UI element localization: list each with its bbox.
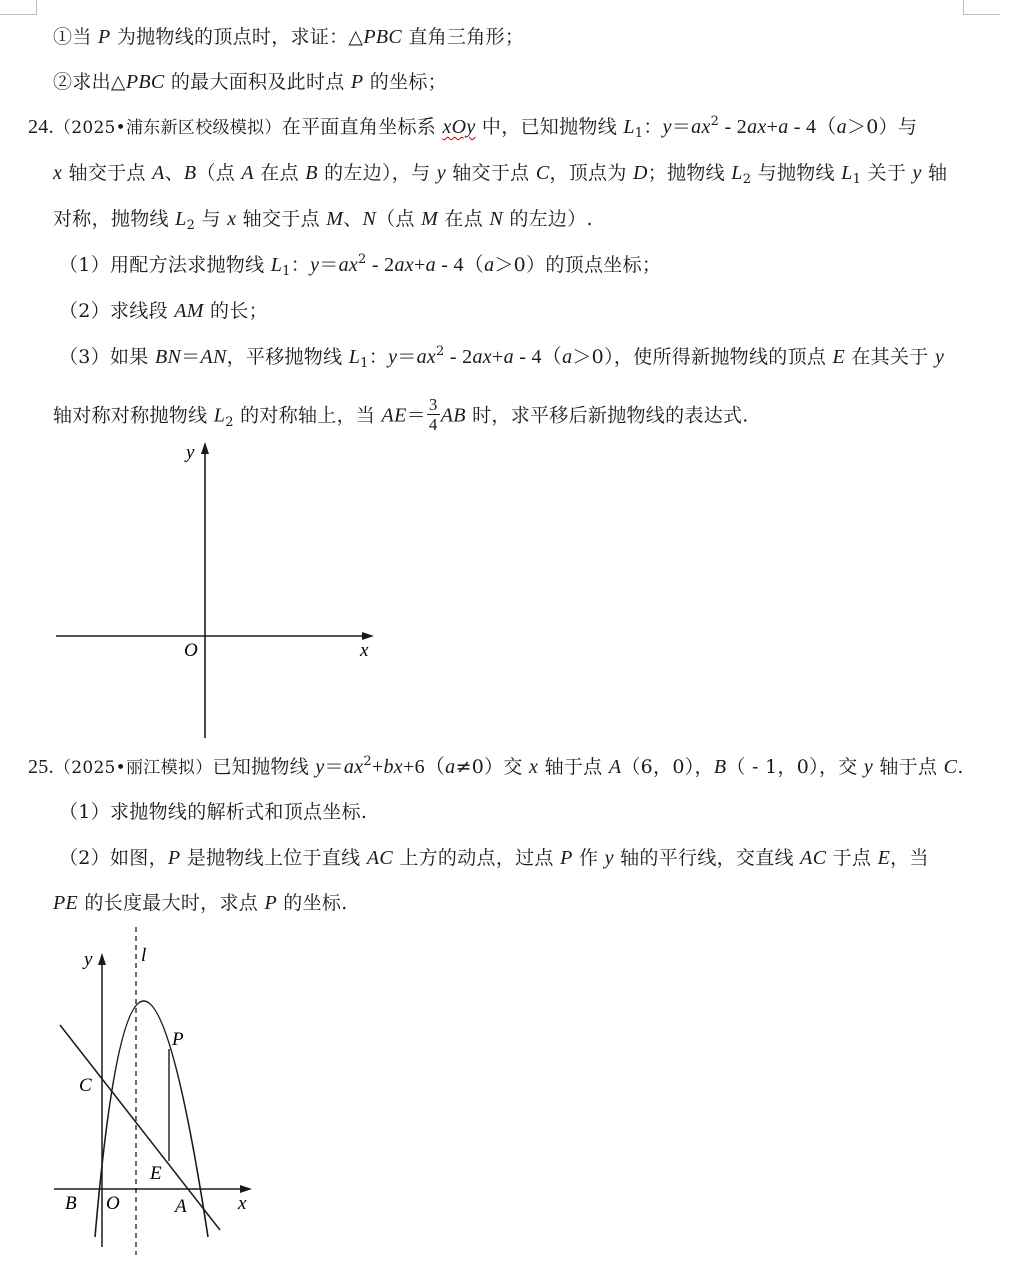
problem-25-number: 25. bbox=[28, 756, 54, 778]
problem-25-question-2-cont: PE 的长度最大时，求点 P 的坐标. bbox=[53, 892, 348, 914]
problem-24-question-2: （2）求线段 AM 的长； bbox=[59, 300, 268, 322]
prev-item-1: ①当 P 为抛物线的顶点时，求证：△PBC 直角三角形； bbox=[53, 26, 525, 48]
problem-24-axes-figure bbox=[50, 436, 390, 746]
problem-25-parabola-figure bbox=[40, 925, 270, 1255]
problem-25-line-1: 25.（2025•丽江模拟）已知抛物线 $y=ax^2+bx+6(a\ne 0)$交 x 轴于点 A（6，0），B（ ‐ 1，0），交 y 轴于点 C. bbox=[28, 754, 964, 778]
problem-24-question-3: （3）如果 BN＝AN，平移抛物线 $L_1$：$y=ax^2$ ‐ 2ax+a ‐ 4（a＞0），使所得新抛物线的顶点 E 在其关于 y bbox=[59, 344, 945, 371]
point-P-label: P bbox=[172, 1029, 184, 1050]
problem-25-question-1: （1）求抛物线的解析式和顶点坐标. bbox=[59, 801, 368, 823]
point-E-label: E bbox=[150, 1163, 162, 1184]
point-A-label: A bbox=[175, 1196, 187, 1217]
line-AC bbox=[60, 1025, 220, 1230]
problem-24-line-2: x 轴交于点 A、B（点 A 在点 B 的左边），与 y 轴交于点 C，顶点为 D；抛物线 $L_2$ 与抛物线 $L_1$ 关于 y 轴 bbox=[53, 162, 948, 187]
l-label: l bbox=[141, 945, 147, 966]
problem-24-question-1: （1）用配方法求抛物线 $L_1$：$y=ax^2$ ‐ 2ax+a ‐ 4（a＞0）的顶点坐标； bbox=[59, 252, 662, 279]
problem-24-line-3: 对称，抛物线 $L_2$ 与 x 轴交于点 M、N（点 M 在点 N 的左边）. bbox=[53, 208, 593, 233]
problem-25-source: （2025•丽江模拟） bbox=[53, 758, 213, 778]
problem-24-line-1: 24.（2025•浦东新区校级模拟）在平面直角坐标系 xOy 中，已知抛物线 $L_1$：$y=ax^2$ ‐ 2ax+a ‐ 4（a＞0）与 bbox=[28, 114, 918, 141]
y-axis-label: y bbox=[186, 442, 195, 463]
problem-24-number: 24. bbox=[28, 116, 54, 138]
fraction-three-quarters: $\frac{3}{4}$ bbox=[428, 395, 438, 434]
prev-item-2: ②求出△PBC 的最大面积及此时点 P 的坐标； bbox=[53, 71, 447, 93]
page-corner-mark-right bbox=[963, 0, 1000, 15]
y-axis-arrow bbox=[201, 442, 209, 454]
x-axis-label: x bbox=[360, 640, 369, 661]
x-axis-arrow bbox=[240, 1185, 252, 1193]
origin-label: O bbox=[184, 640, 198, 661]
page-corner-mark-left bbox=[0, 0, 37, 15]
y-axis-arrow bbox=[98, 953, 106, 965]
problem-24-source: （2025•浦东新区校级模拟） bbox=[53, 118, 282, 138]
x-axis-arrow bbox=[362, 632, 374, 640]
x-axis-label: x bbox=[238, 1193, 247, 1214]
problem-25-question-2: （2）如图，P 是抛物线上位于直线 AC 上方的动点，过点 P 作 y 轴的平行线，交直线 AC 于点 E，当 bbox=[59, 847, 929, 869]
y-axis-label: y bbox=[84, 949, 93, 970]
point-C-label: C bbox=[79, 1075, 92, 1096]
point-B-label: B bbox=[65, 1193, 77, 1214]
origin-label: O bbox=[106, 1193, 120, 1214]
problem-24-question-3-cont: 轴对称对称抛物线 $L_2$ 的对称轴上，当 AE＝ $\frac{3}{4}$ AB 时，求平移后新抛物线的表达式. bbox=[53, 395, 749, 434]
